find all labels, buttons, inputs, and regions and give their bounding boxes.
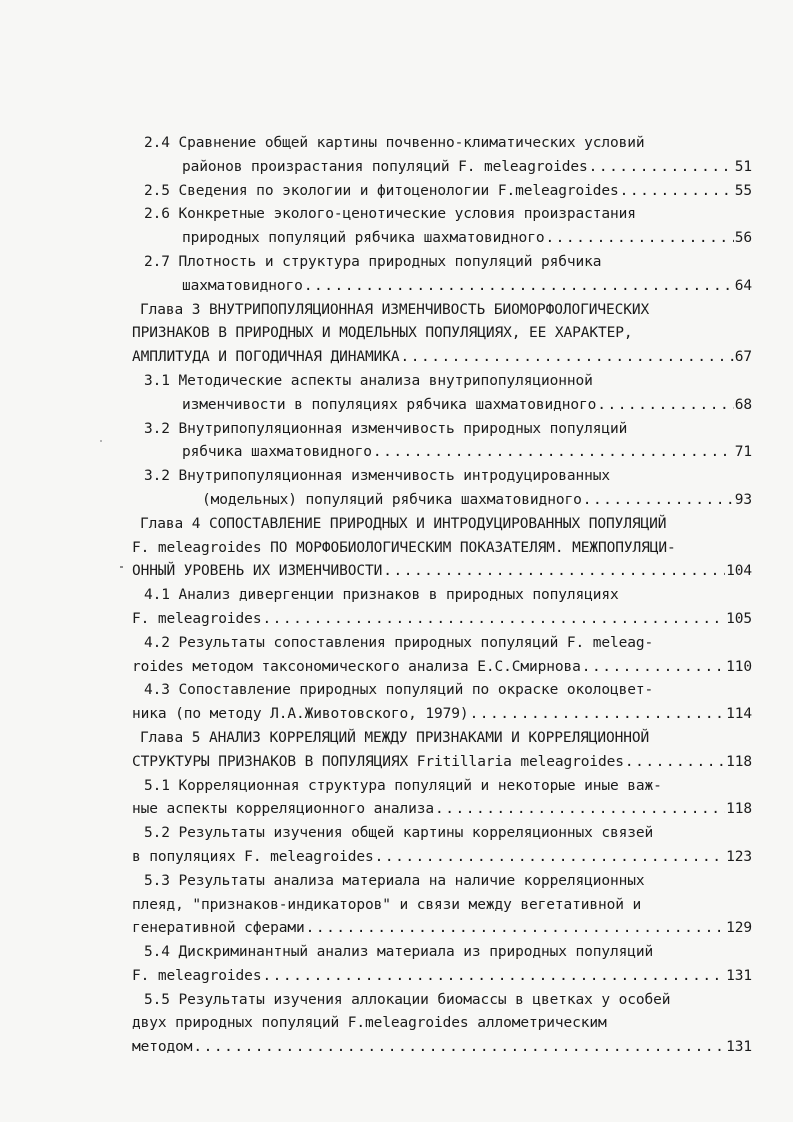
toc-line: 2.4 Сравнение общей картины почвенно-климатических условий xyxy=(144,135,645,151)
toc-line: Глава 3 ВНУТРИПОПУЛЯЦИОННАЯ ИЗМЕНЧИВОСТЬ БИОМОРФОЛОГИЧЕСКИХ xyxy=(140,301,650,318)
dot-leader xyxy=(582,656,725,680)
dot-leader xyxy=(597,394,734,418)
toc-entry-3-2 xyxy=(132,418,752,466)
table-of-contents xyxy=(132,132,752,1060)
page-number: 114 xyxy=(726,706,752,723)
page-number: 123 xyxy=(726,848,752,865)
toc-entry-2-7 xyxy=(132,251,752,299)
toc-line-leader xyxy=(132,656,752,680)
toc-line-leader xyxy=(132,560,752,584)
dot-leader xyxy=(304,275,734,299)
toc-entry-5-2 xyxy=(132,822,752,870)
page-number: 67 xyxy=(734,349,752,366)
toc-line-leader xyxy=(132,703,752,727)
page-number: 110 xyxy=(726,658,752,675)
page-number: 104 xyxy=(726,563,752,580)
toc-line-text: методом xyxy=(132,1039,193,1056)
toc-line-leader xyxy=(132,917,752,941)
toc-line-text: в популяциях F. meleagroides xyxy=(132,848,374,865)
toc-line-leader xyxy=(132,751,752,775)
toc-line: 3.2 Внутрипопуляционная изменчивость интродуцированных xyxy=(144,468,611,485)
toc-entry-3-2b xyxy=(132,465,752,513)
page-number: 68 xyxy=(734,396,752,413)
page-number: 56 xyxy=(734,230,752,247)
toc-line-text: 2.5 Сведения по экологии и фитоценологии F.meleagroides xyxy=(144,182,619,199)
toc-line-text: ОННЫЙ УРОВЕНЬ ИХ ИЗМЕНЧИВОСТИ xyxy=(132,563,383,580)
toc-line: 5.1 Корреляционная структура популяций и некоторые иные важ- xyxy=(144,777,662,794)
toc-line: 2.6 Конкретные эколого-ценотические условия произрастания xyxy=(144,206,636,223)
toc-line-text: районов произрастания популяций F. meleagroides xyxy=(182,158,588,175)
toc-line-leader xyxy=(132,346,752,370)
toc-line: F. meleagroides ПО МОРФОБИОЛОГИЧЕСКИМ ПОКАЗАТЕЛЯМ. МЕЖПОПУЛЯЦИ- xyxy=(132,539,676,556)
toc-line-text: roides методом таксономического анализа Е.С.Смирнова xyxy=(132,658,581,675)
page-number: 131 xyxy=(726,1039,752,1056)
dot-leader xyxy=(401,346,734,370)
dot-leader xyxy=(545,227,733,251)
toc-line: 4.2 Результаты сопоставления природных популяций F. meleag- xyxy=(144,634,654,651)
toc-entry-5-1 xyxy=(132,775,752,823)
page-number: 105 xyxy=(726,610,752,627)
toc-line-text: ные аспекты корреляционного анализа xyxy=(132,801,435,818)
toc-line-text: природных популяций рябчика шахматовидного xyxy=(182,230,545,247)
toc-line: Глава 4 СОПОСТАВЛЕНИЕ ПРИРОДНЫХ И ИНТРОДУЦИРОВАННЫХ ПОПУЛЯЦИЙ xyxy=(140,515,667,532)
dot-leader xyxy=(435,798,725,822)
toc-line-leader xyxy=(132,798,752,822)
dot-leader xyxy=(262,965,725,989)
toc-line-leader xyxy=(132,489,752,513)
page-number: 93 xyxy=(734,491,752,508)
toc-line-leader xyxy=(132,965,752,989)
dot-leader xyxy=(262,608,725,632)
toc-chapter-4 xyxy=(132,513,752,584)
toc-line: 5.5 Результаты изучения аллокации биомассы в цветках у особей xyxy=(144,991,671,1008)
toc-line: ПРИЗНАКОВ В ПРИРОДНЫХ И МОДЕЛЬНЫХ ПОПУЛЯЦИЯХ, ЕЕ ХАРАКТЕР, xyxy=(132,325,633,342)
toc-chapter-5 xyxy=(132,727,752,775)
toc-line: 3.2 Внутрипопуляционная изменчивость природных популяций xyxy=(144,420,628,437)
page-number: 51 xyxy=(734,158,752,175)
page-number: 118 xyxy=(726,753,752,770)
dot-leader xyxy=(620,180,734,204)
toc-entry-5-4 xyxy=(132,941,752,989)
toc-line-leader xyxy=(132,1036,752,1060)
toc-line: 2.7 Плотность и структура природных популяций рябчика xyxy=(144,253,602,270)
toc-line: Глава 5 АНАЛИЗ КОРРЕЛЯЦИЙ МЕЖДУ ПРИЗНАКАМИ И КОРРЕЛЯЦИОННОЙ xyxy=(140,729,650,746)
dot-leader xyxy=(470,703,726,727)
toc-line-text: изменчивости в популяциях рябчика шахматовидного xyxy=(182,396,597,413)
toc-line: 3.1 Методические аспекты анализа внутрипопуляционной xyxy=(144,372,593,389)
toc-line: 4.1 Анализ дивергенции признаков в природных популяциях xyxy=(144,587,619,604)
dot-leader xyxy=(373,441,734,465)
toc-line-text: АМПЛИТУДА И ПОГОДИЧНАЯ ДИНАМИКА xyxy=(132,349,400,366)
toc-line-text: СТРУКТУРЫ ПРИЗНАКОВ В ПОПУЛЯЦИЯХ Fritillaria meleagroides xyxy=(132,753,624,770)
toc-line-leader xyxy=(132,846,752,870)
toc-line-leader xyxy=(132,608,752,632)
toc-line: 5.3 Результаты анализа материала на наличие корреляционных xyxy=(144,872,645,889)
dot-leader xyxy=(625,751,725,775)
toc-entry-4-3 xyxy=(132,679,752,727)
dot-leader xyxy=(375,846,725,870)
toc-line: плеяд, "признаков-индикаторов" и связи между вегетативной и xyxy=(132,896,642,913)
toc-entry-2-5 xyxy=(132,180,752,204)
toc-line-text: F. meleagroides xyxy=(132,967,262,984)
dot-leader xyxy=(589,156,734,180)
page-number: 64 xyxy=(734,277,752,294)
toc-entry-4-2 xyxy=(132,632,752,680)
toc-line: 5.4 Дискриминантный анализ материала из природных популяций xyxy=(144,944,654,961)
toc-chapter-3 xyxy=(132,299,752,370)
toc-line-text: рябчика шахматовидного xyxy=(182,444,372,461)
dot-leader xyxy=(383,560,725,584)
scan-speck xyxy=(100,440,102,442)
toc-line-leader xyxy=(132,156,752,180)
toc-entry-3-1 xyxy=(132,370,752,418)
dot-leader xyxy=(193,1036,725,1060)
toc-line: 5.2 Результаты изучения общей картины корреляционных связей xyxy=(144,825,654,842)
page-number: 55 xyxy=(734,182,752,199)
page-number: 131 xyxy=(726,967,752,984)
dot-leader xyxy=(306,917,726,941)
toc-line-leader xyxy=(132,394,752,418)
toc-line-text: (модельных) популяций рябчика шахматовидного xyxy=(202,491,582,508)
page-number: 129 xyxy=(726,920,752,937)
toc-line: 4.3 Сопоставление природных популяций по окраске околоцвет- xyxy=(144,682,654,699)
page-number: 118 xyxy=(726,801,752,818)
toc-line-leader xyxy=(132,180,752,204)
toc-entry-2-4 xyxy=(132,132,752,180)
toc-entry-4-1 xyxy=(132,584,752,632)
toc-line-text: ника (по методу Л.А.Животовского, 1979) xyxy=(132,706,469,723)
toc-entry-5-3 xyxy=(132,870,752,941)
toc-line-text: генеративной сферами xyxy=(132,920,305,937)
page-number: 71 xyxy=(734,444,752,461)
toc-line-leader xyxy=(132,227,752,251)
toc-line: двух природных популяций F.meleagroides аллометрическим xyxy=(132,1015,607,1032)
toc-entry-2-6 xyxy=(132,203,752,251)
toc-entry-5-5 xyxy=(132,989,752,1060)
toc-line-leader xyxy=(132,275,752,299)
toc-line-leader xyxy=(132,441,752,465)
dot-leader xyxy=(583,489,734,513)
scan-speck xyxy=(120,566,123,568)
toc-line-text: F. meleagroides xyxy=(132,610,262,627)
toc-line-text: шахматовидного xyxy=(182,277,303,294)
